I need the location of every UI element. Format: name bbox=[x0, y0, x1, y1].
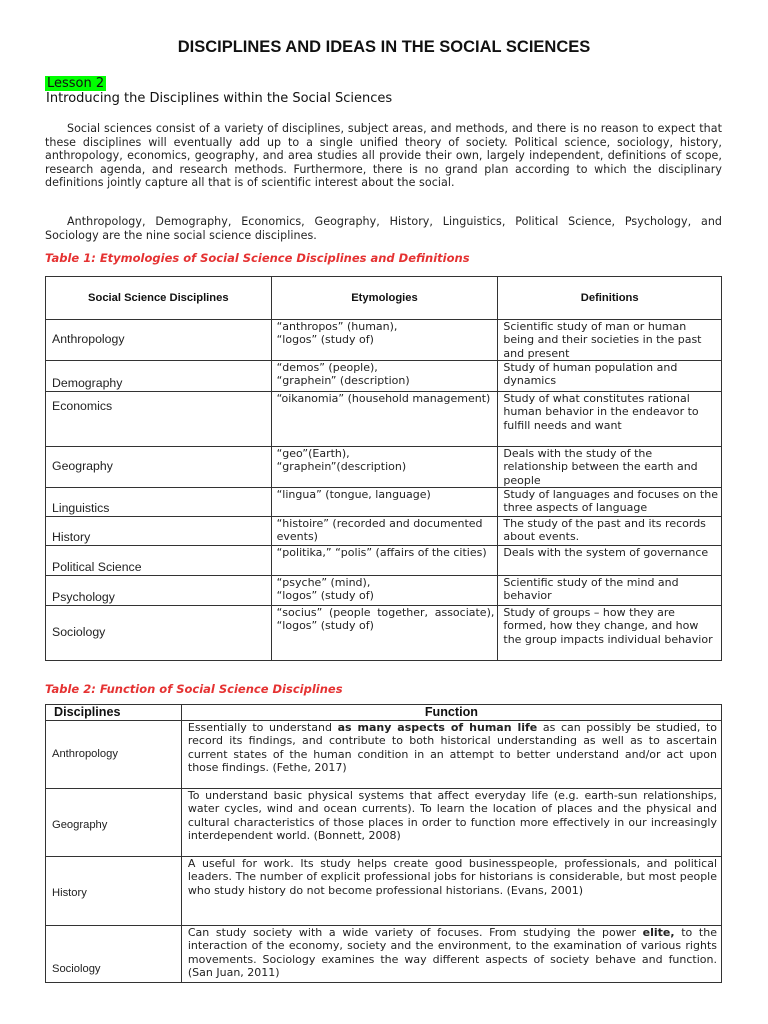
table1-row bbox=[46, 447, 722, 488]
table1-discipline: History bbox=[46, 517, 272, 546]
table1-row bbox=[46, 488, 722, 517]
table1-header-etymologies: Etymologies bbox=[271, 277, 498, 320]
table1-etymology: “geo”(Earth), “graphein”(description) bbox=[271, 447, 498, 488]
table1-etymology: “demos” (people), “graphein” (description) bbox=[271, 361, 498, 392]
lesson-label: Lesson 2 bbox=[47, 76, 105, 91]
table1-definition: Scientific study of the mind and behavior bbox=[498, 576, 722, 606]
function-text: Can study society with a wide variety of focuses. From studying the power bbox=[187, 926, 643, 939]
table1-definition: Study of what constitutes rational human behavior in the endeavor to fulfill needs and want bbox=[498, 392, 722, 447]
table1-definition: Deals with the system of governance bbox=[498, 546, 722, 576]
disciplines-paragraph bbox=[45, 215, 722, 242]
table1-discipline: Economics bbox=[46, 392, 272, 447]
table1-etymology: “oikanomia” (household management) bbox=[271, 392, 498, 447]
table1-etymology: “politika,” “polis” (affairs of the cities) bbox=[271, 546, 498, 576]
functions-table bbox=[45, 704, 722, 983]
table1-header-definitions: Definitions bbox=[498, 277, 722, 320]
table1-header-disciplines: Social Science Disciplines bbox=[46, 277, 272, 320]
table1-row bbox=[46, 320, 722, 361]
table1-discipline: Geography bbox=[46, 447, 272, 488]
table2-function bbox=[181, 926, 721, 983]
intro-paragraph bbox=[45, 122, 722, 190]
table2-row bbox=[46, 721, 722, 789]
table2-discipline: Sociology bbox=[46, 926, 182, 983]
table1-row bbox=[46, 606, 722, 661]
intro-paragraph-text: Social sciences consist of a variety of disciplines, subject areas, and methods, and there is no reason to expect that these disciplines will eventually add up to a single unified theory of society. Political science, sociology, history, anthropology, economics, geography, and area studies all provide their own, largely independent, definitions of scope, research agenda, and research methods. Furthermore, there is no grand plan according to which the disciplinary definitions jointly capture all that is of scientific interest about the social. bbox=[45, 122, 722, 189]
table1-definition: Study of human population and dynamics bbox=[498, 361, 722, 392]
table2-discipline: Anthropology bbox=[46, 721, 182, 789]
table1-row bbox=[46, 576, 722, 606]
table1-etymology: “psyche” (mind), “logos” (study of) bbox=[271, 576, 498, 606]
function-text: to the interaction of the economy, society and the environment, to the examination of various rights movements. Sociology examines the way different aspects of society behave and function. (San Juan, 2011) bbox=[187, 926, 717, 980]
table2-row bbox=[46, 926, 722, 983]
table2-header-function: Function bbox=[181, 705, 721, 721]
lesson-subtitle: Introducing the Disciplines within the Social Sciences bbox=[46, 91, 393, 106]
function-emphasis: as many aspects of human life bbox=[337, 721, 538, 734]
table1-caption: Table 1: Etymologies of Social Science Disciplines and Definitions bbox=[45, 251, 470, 265]
table1-discipline: Demography bbox=[46, 361, 272, 392]
table1-discipline: Political Science bbox=[46, 546, 272, 576]
table1-discipline: Linguistics bbox=[46, 488, 272, 517]
table1-definition: Study of languages and focuses on the three aspects of language bbox=[498, 488, 722, 517]
function-emphasis: elite, bbox=[642, 926, 675, 939]
table1-definition: The study of the past and its records about events. bbox=[498, 517, 722, 546]
table1-discipline: Anthropology bbox=[46, 320, 272, 361]
table1-row bbox=[46, 546, 722, 576]
table1-discipline: Psychology bbox=[46, 576, 272, 606]
table2-header-disciplines: Disciplines bbox=[46, 705, 182, 721]
function-text: A useful for work. Its study helps create good businesspeople, professionals, and political leaders. The number of explicit professional jobs for historians is considerable, but most people who study history do not become professional historians. (Evans, 2001) bbox=[187, 857, 717, 897]
table2-row bbox=[46, 789, 722, 857]
table1-header-row bbox=[46, 277, 722, 320]
function-text: as can possibly be studied, to record its findings, and contribute to both historical understanding as well as to ascertain current states of the human condition in an attempt to better understand and/or act upon those findings. (Fethe, 2017) bbox=[187, 721, 717, 775]
table2-function bbox=[181, 721, 721, 789]
table1-row bbox=[46, 392, 722, 447]
function-text: To understand basic physical systems that affect everyday life (e.g. earth-sun relationships, water cycles, wind and ocean currents). To learn the location of places and the physical and cultural characteristics of those places in order to function more effectively in our increasingly interdependent world. (Bonnett, 2008) bbox=[187, 789, 717, 843]
table1-etymology: “lingua” (tongue, language) bbox=[271, 488, 498, 517]
table2-function bbox=[181, 789, 721, 857]
etymologies-table bbox=[45, 276, 722, 661]
disciplines-paragraph-text: Anthropology, Demography, Economics, Geography, History, Linguistics, Political Science, Psychology, and Sociology are the nine social science disciplines. bbox=[45, 215, 722, 242]
table2-header-row bbox=[46, 705, 722, 721]
function-text: Essentially to understand bbox=[187, 721, 338, 734]
table2-discipline: Geography bbox=[46, 789, 182, 857]
table1-definition: Scientific study of man or human being and their societies in the past and present bbox=[498, 320, 722, 361]
table2-row bbox=[46, 857, 722, 926]
table1-definition: Study of groups – how they are formed, how they change, and how the group impacts individual behavior bbox=[498, 606, 722, 661]
table1-etymology: “histoire” (recorded and documented events) bbox=[271, 517, 498, 546]
table1-etymology: “anthropos” (human), “logos” (study of) bbox=[271, 320, 498, 361]
table1-etymology: “socius” (people together, associate), “logos” (study of) bbox=[271, 606, 498, 661]
table1-row bbox=[46, 517, 722, 546]
table2-caption: Table 2: Function of Social Science Disciplines bbox=[45, 682, 343, 696]
table1-row bbox=[46, 361, 722, 392]
page-title: DISCIPLINES AND IDEAS IN THE SOCIAL SCIENCES bbox=[177, 38, 591, 56]
table2-function bbox=[181, 857, 721, 926]
table1-discipline: Sociology bbox=[46, 606, 272, 661]
table2-discipline: History bbox=[46, 857, 182, 926]
table1-definition: Deals with the study of the relationship between the earth and people bbox=[498, 447, 722, 488]
